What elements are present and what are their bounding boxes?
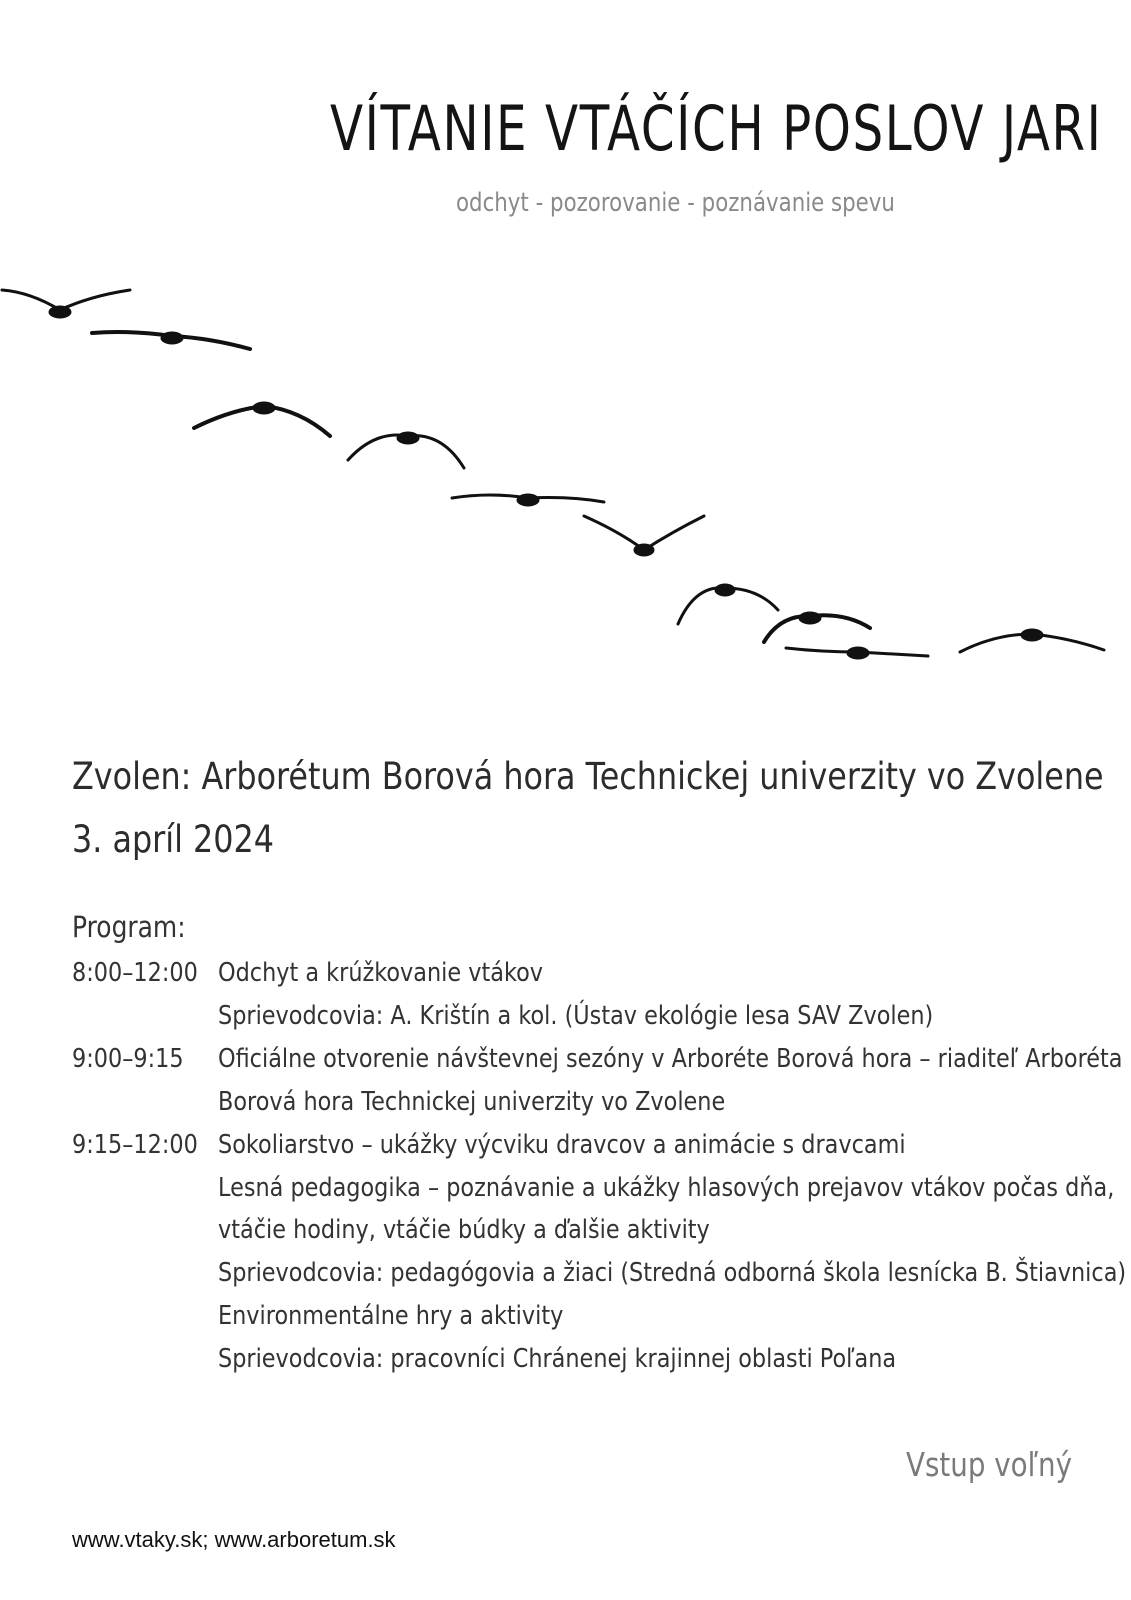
program-time: 8:00–12:00: [72, 958, 198, 988]
program-line: Environmentálne hry a aktivity: [218, 1301, 564, 1331]
bird-6: [584, 516, 704, 556]
program-line: Sprievodcovia: pracovníci Chránenej krajinnej oblasti Poľana: [218, 1344, 897, 1374]
event-date: 3. apríl 2024: [72, 818, 275, 861]
program-time: 9:15–12:00: [72, 1130, 198, 1160]
program-item-2-time: [72, 1044, 218, 1074]
bird-2: [92, 332, 250, 349]
free-entry-note: Vstup voľný: [906, 1445, 1072, 1484]
bird-3: [194, 402, 330, 436]
event-location: Zvolen: Arborétum Borová hora Technickej univerzity vo Zvolene: [72, 755, 1104, 798]
bird-5: [452, 494, 604, 506]
program-line: vtáčie hodiny, vtáčie búdky a ďalšie aktivity: [218, 1215, 710, 1245]
program-line: Odchyt a krúžkovanie vtákov: [218, 958, 544, 988]
bird-9: [786, 647, 928, 659]
bird-1: [2, 290, 130, 318]
website-links: www.vtaky.sk; www.arboretum.sk: [72, 1527, 396, 1552]
program-time: 9:00–9:15: [72, 1044, 184, 1074]
bird-8: [764, 612, 870, 642]
program-line: Sokoliarstvo – ukážky výcviku dravcov a animácie s dravcami: [218, 1130, 906, 1160]
program-item-3-time: [72, 1130, 218, 1160]
program-line: Sprievodcovia: pedagógovia a žiaci (Stredná odborná škola lesnícka B. Štiavnica): [218, 1258, 1127, 1288]
bird-10: [960, 629, 1104, 652]
bird-4: [348, 432, 464, 468]
bird-7: [678, 584, 778, 624]
program-heading: Program:: [72, 910, 186, 944]
poster-subtitle: odchyt - pozorovanie - poznávanie spevu: [456, 188, 895, 218]
program-line: Oficiálne otvorenie návštevnej sezóny v Arboréte Borová hora – riaditeľ Arboréta: [218, 1044, 1123, 1074]
program-line: Sprievodcovia: A. Krištín a kol. (Ústav ekológie lesa SAV Zvolen): [218, 1001, 934, 1031]
program-line: Borová hora Technickej univerzity vo Zvolene: [218, 1087, 726, 1117]
poster-title: VÍTANIE VTÁČÍCH POSLOV JARI: [330, 92, 1103, 165]
program-item-1-time: [72, 958, 218, 988]
flock-of-birds-illustration: [0, 270, 1131, 680]
program-line: Lesná pedagogika – poznávanie a ukážky hlasových prejavov vtákov počas dňa,: [218, 1173, 1115, 1203]
